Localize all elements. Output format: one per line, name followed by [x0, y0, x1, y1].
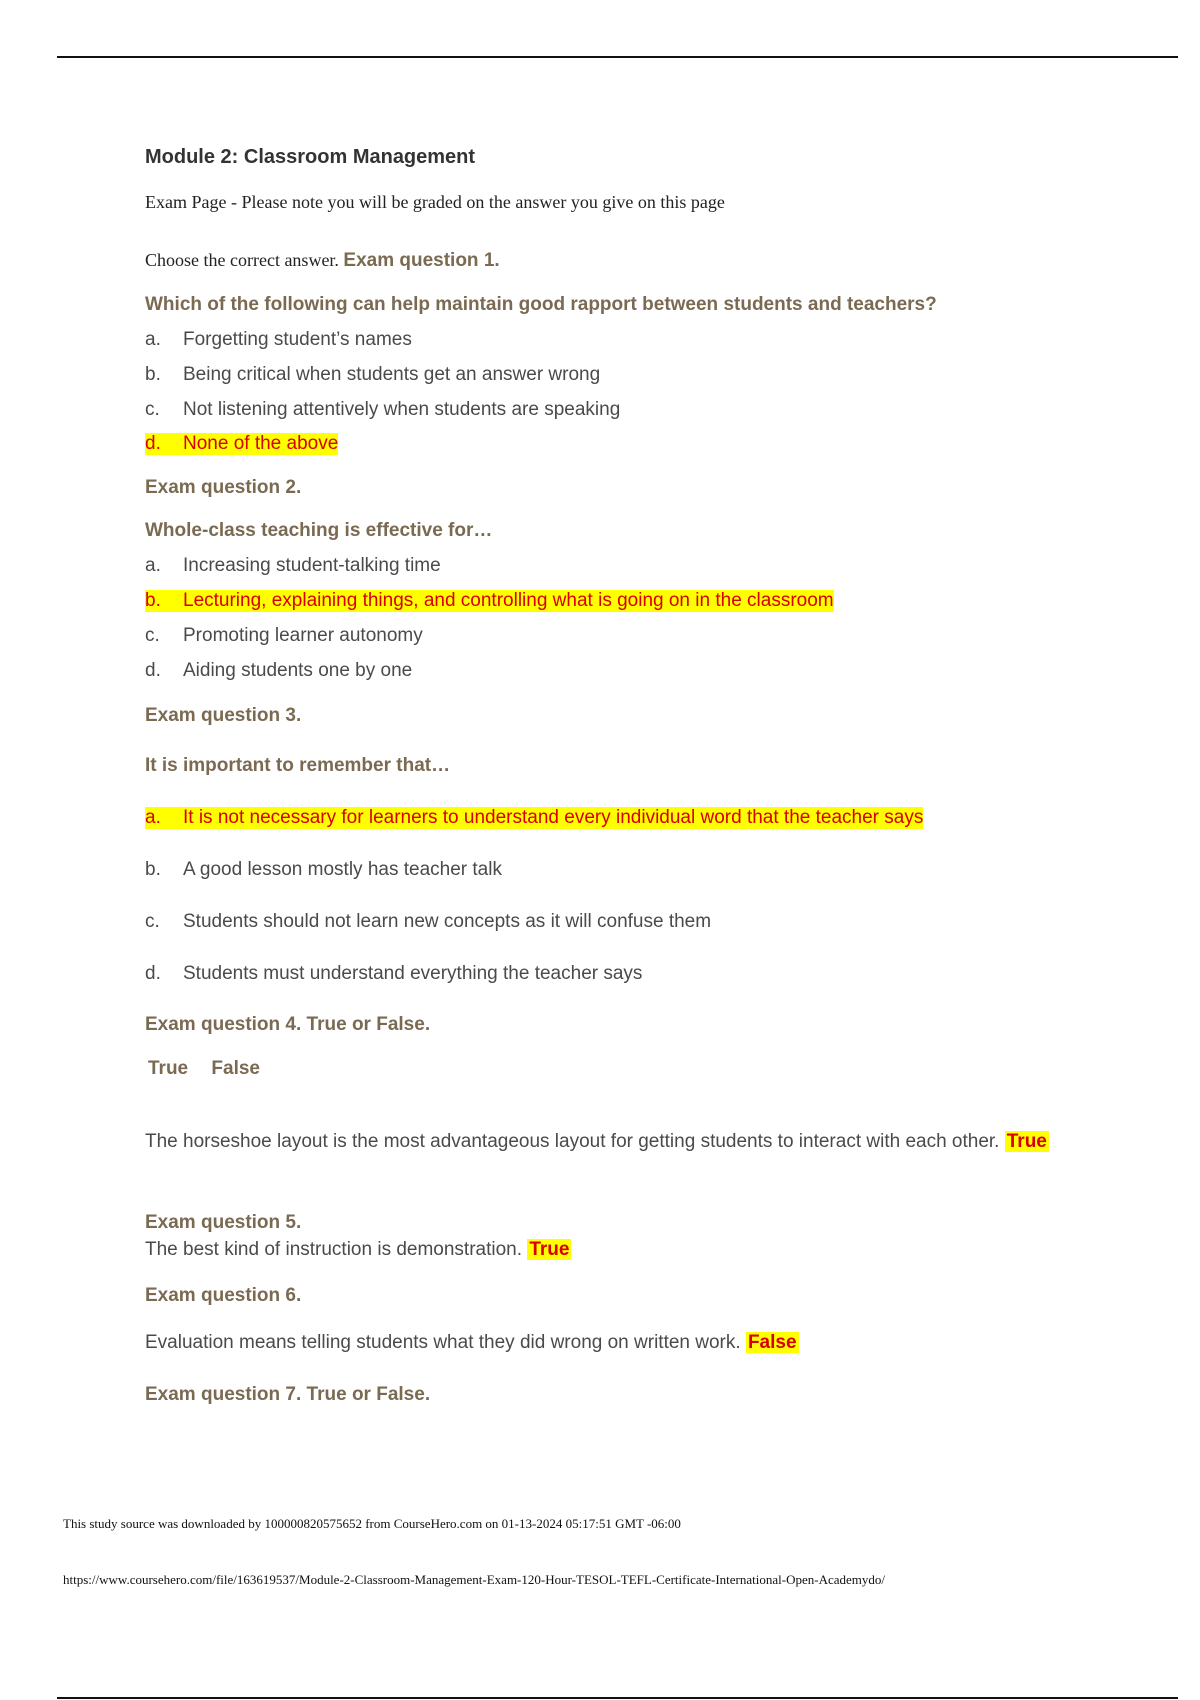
option-letter: c. [145, 911, 160, 932]
intro-text: Exam Page - Please note you will be graded on the answer you give on this page [145, 192, 725, 212]
q1-option-d-selected [145, 433, 338, 455]
q1-option-b [145, 364, 600, 386]
option-letter: b. [145, 590, 161, 611]
page-title: Module 2: Classroom Management [145, 146, 476, 168]
q3-question: It is important to remember that… [145, 755, 451, 776]
statement-text: The best kind of instruction is demonstration. [145, 1239, 523, 1260]
top-rule [57, 56, 1178, 58]
option-text: It is not necessary for learners to understand every individual word that the teacher says [183, 807, 924, 828]
option-text: Lecturing, explaining things, and controlling what is going on in the classroom [183, 590, 834, 611]
q2-option-b-selected [145, 590, 834, 612]
option-text: Forgetting student’s names [183, 329, 412, 350]
option-text: Students must understand everything the teacher says [183, 963, 643, 984]
option-text: Aiding students one by one [183, 660, 413, 681]
q4-choices [148, 1058, 260, 1080]
q2-label: Exam question 2. [145, 477, 302, 498]
bottom-rule [57, 1697, 1178, 1699]
q6-label: Exam question 6. [145, 1285, 302, 1306]
q6-statement [145, 1329, 1075, 1357]
option-letter: d. [145, 433, 161, 454]
option-letter: d. [145, 963, 161, 984]
q6-answer: False [747, 1332, 797, 1353]
option-letter: b. [145, 364, 161, 385]
option-letter: a. [145, 807, 161, 828]
q3-label: Exam question 3. [145, 705, 302, 726]
statement-text: Evaluation means telling students what they did wrong on written work. [145, 1332, 741, 1353]
q4-label: Exam question 4. True or False. [145, 1014, 431, 1035]
q5-label: Exam question 5. [145, 1212, 302, 1233]
option-text: Students should not learn new concepts as it will confuse them [183, 911, 712, 932]
q3-option-c [145, 911, 711, 933]
instruction-text: Choose the correct answer. [145, 250, 339, 270]
option-letter: b. [145, 859, 161, 880]
q1-header [145, 250, 500, 272]
false-choice: False [211, 1058, 260, 1079]
q3-option-a-selected [145, 807, 923, 829]
option-text: Not listening attentively when students are speaking [183, 399, 621, 420]
q2-option-a [145, 555, 441, 577]
q1-option-c [145, 399, 620, 421]
option-text: Promoting learner autonomy [183, 625, 423, 646]
option-text: Increasing student-talking time [183, 555, 441, 576]
q7-label: Exam question 7. True or False. [145, 1384, 431, 1405]
q1-option-a [145, 329, 412, 351]
option-letter: c. [145, 399, 160, 420]
option-text: Being critical when students get an answer wrong [183, 364, 601, 385]
q2-option-c [145, 625, 423, 647]
q1-label: Exam question 1. [343, 250, 500, 271]
option-text: A good lesson mostly has teacher talk [183, 859, 502, 880]
source-footer: This study source was downloaded by 100000820575652 from CourseHero.com on 01-13-2024 05:17:51 GMT -06:00 [63, 1516, 681, 1531]
q1-question: Which of the following can help maintain good rapport between students and teachers? [145, 294, 937, 315]
q2-question: Whole-class teaching is effective for… [145, 520, 493, 541]
true-choice: True [148, 1058, 189, 1079]
option-letter: a. [145, 555, 161, 576]
option-letter: c. [145, 625, 160, 646]
q2-option-d [145, 660, 412, 682]
q4-answer: True [1006, 1131, 1047, 1152]
option-text: None of the above [183, 433, 339, 454]
option-letter: d. [145, 660, 161, 681]
source-url[interactable]: https://www.coursehero.com/file/163619537/Module-2-Classroom-Management-Exam-120-Hour-TESOL-TEFL-Certificate-International-Open-Academydo/ [63, 1572, 885, 1587]
q3-option-d [145, 963, 642, 985]
q4-statement [145, 1128, 1075, 1156]
q5-answer: True [529, 1239, 570, 1260]
statement-text: The horseshoe layout is the most advantageous layout for getting students to interact with each other. [145, 1131, 1000, 1152]
q3-option-b [145, 859, 502, 881]
option-letter: a. [145, 329, 161, 350]
q5-statement [145, 1236, 1075, 1264]
